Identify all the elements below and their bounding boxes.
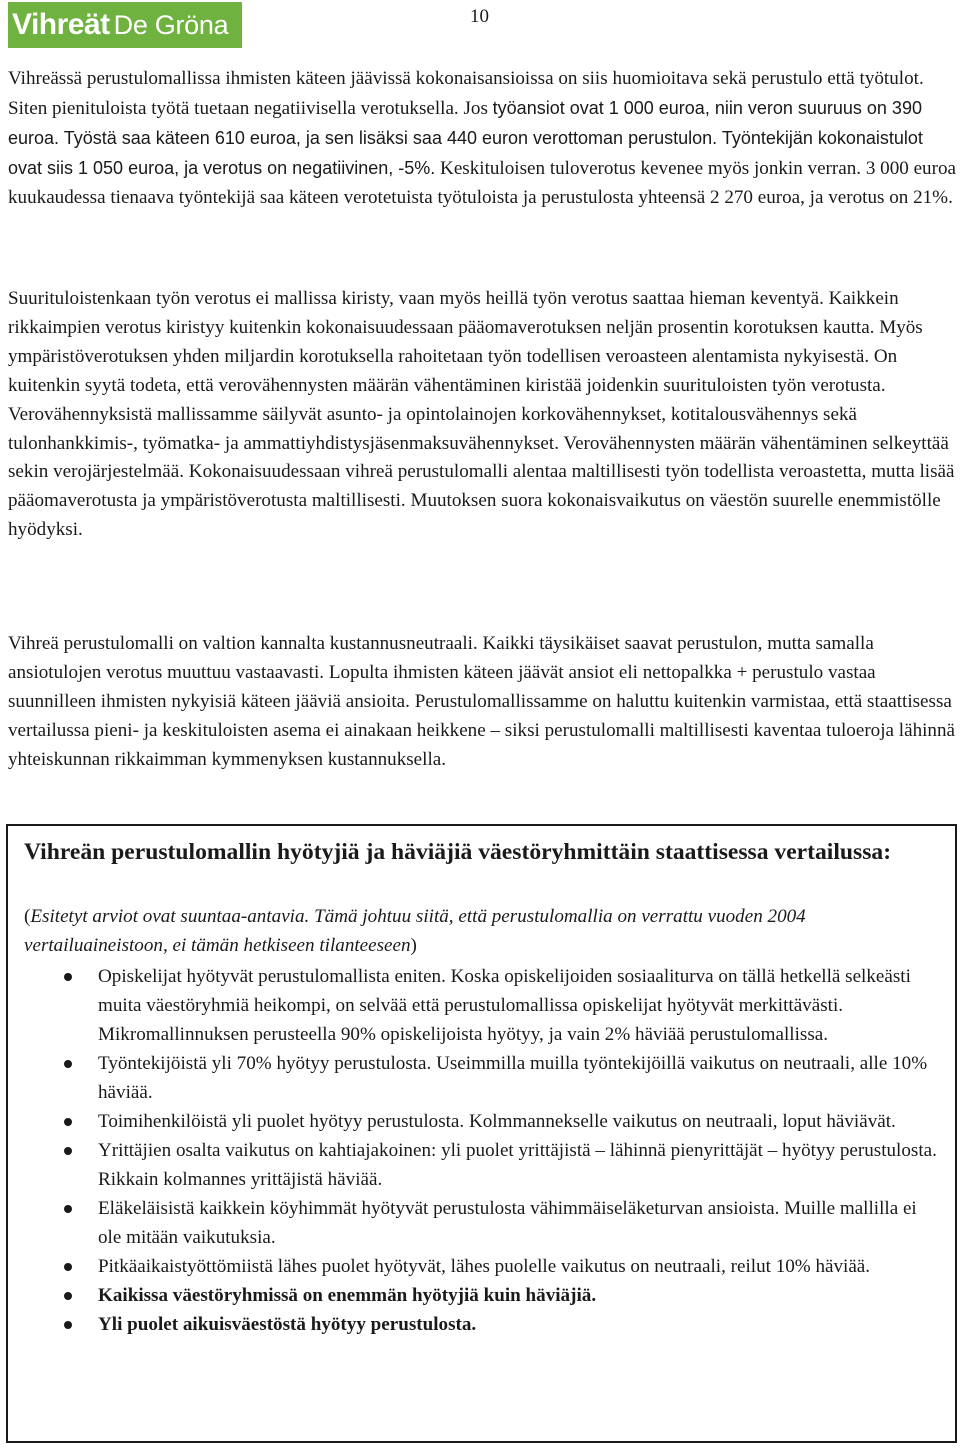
logo-text-secondary: De Gröna [113, 9, 229, 40]
list-item [8, 962, 948, 1049]
list-item-text: Toimihenkilöistä yli puolet hyötyy perustulosta. Kolmmannekselle vaikutus on neutraali, loput häviävät. [98, 1111, 896, 1132]
bullet-icon [64, 1060, 72, 1068]
list-item [8, 1049, 948, 1107]
bullet-icon [64, 1263, 72, 1271]
list-item-text: Yli puolet aikuisväestöstä hyötyy perustulosta. [98, 1314, 477, 1335]
bullet-icon [64, 1205, 72, 1213]
paragraph-1e: Keskituloisen tuloverotus kevenee myös jonkin verran. 3 000 euroa kuukaudessa tienaava työntekijä saa käteen verotetuista työtuloista ja perustulosta yhteensä 2 270 euroa, ja verotus on 21%. [8, 157, 956, 208]
box-note-open: ( [24, 906, 31, 927]
paragraph-1d: Työntekijän kokonaistulot ovat siis 1 050 euroa, ja verotus on negatiivinen, -5%. [8, 127, 923, 178]
paragraph-1a: Vihreässä perustulomallissa ihmisten käteen jäävissä kokonaisansioissa on siis huomioitava sekä perustulo että työtulot. Siten pienituloista työtä tuetaan negatiivisella verotuksella. Jos [8, 68, 924, 119]
list-item [8, 1194, 948, 1252]
vihreat-logo [8, 2, 242, 48]
bullet-icon [64, 1292, 72, 1300]
box-title: Vihreän perustulomallin hyötyjiä ja häviäjiä väestöryhmittäin staattisessa vertailussa: [24, 839, 892, 865]
page-number: 10 [470, 6, 489, 27]
list-item [8, 1252, 948, 1281]
paragraph-1b: työansiot ovat 1 000 euroa, niin veron suuruus on 390 euroa. [8, 97, 922, 148]
list-item-text: Opiskelijat hyötyvät perustulomallista eniten. Koska opiskelijoiden sosiaaliturva on tällä hetkellä selkeästi muita väestöryhmiä heikompi, on selvää että perustulomallissa opiskelijat hyötyvät merkittävästi. Mikromallinnuksen perusteella 90% opiskelijoista hyötyy, ja vain 2% häviää perustulomallissa. [98, 966, 911, 1045]
list-item [8, 1136, 948, 1194]
box-note-close: ) [410, 934, 417, 956]
list-item [8, 1107, 948, 1136]
bullet-icon [64, 1321, 72, 1329]
list-item-text: Eläkeläisistä kaikkein köyhimmät hyötyvät perustulosta vähimmäiseläketurvan ansioista. Muille mallilla ei ole mitään vaikutuksia. [98, 1198, 917, 1248]
list-item-text: Kaikissa väestöryhmissä on enemmän hyötyjiä kuin häviäjiä. [98, 1285, 597, 1306]
list-item-text: Pitkäaikaistyöttömiistä lähes puolet hyötyvät, lähes puolelle vaikutus on neutraali, reilut 10% häviää. [98, 1256, 871, 1277]
logo-text-primary: Vihreät [12, 8, 110, 41]
box-note-italic: Esitetyt arviot ovat suuntaa-antavia. Tämä johtuu siitä, että perustulomallia on verrattu vuoden 2004 vertailuaineistoon, ei tämän hetkiseen tilanteeseen [24, 906, 806, 956]
bullet-icon [64, 1147, 72, 1155]
list-item-text: Yrittäjien osalta vaikutus on kahtiajakoinen: yli puolet yrittäjistä – lähinnä pienyrittäjät – hyötyy perustulosta. Rikkain kolmannes yrittäjistä häviää. [98, 1140, 937, 1190]
paragraph-tax-example [8, 65, 956, 213]
bullet-icon [64, 973, 72, 981]
paragraph-cost-neutral: Vihreä perustulomalli on valtion kannalta kustannusneutraali. Kaikki täysikäiset saavat perustulon, mutta samalla ansiotulojen verotus muuttuu vastaavasti. Lopulta ihmisten käteen jäävät ansiot eli nettopalkka + perustulo vastaa suunnilleen ihmisten nykyisiä käteen jääviä ansioita. Perustulomallissamme on haluttu kuitenkin varmistaa, että staattisessa vertailussa pieni- ja keskituloisten asema ei ainakaan heikkene – siksi perustulomalli maltillisesti kaventaa tuloeroja lähinnä yhteiskunnan rikkaimman kymmenyksen kustannuksella. [8, 633, 955, 770]
paragraph-1c: Työstä saa käteen 610 euroa, ja sen lisäksi saa 440 euron verottoman perustulon. [59, 127, 718, 148]
paragraph-high-income: Suurituloistenkaan työn verotus ei mallissa kiristy, vaan myös heillä työn verotus saattaa hieman keventyä. Kaikkein rikkaimpien verotus kiristyy kuitenkin kokonaisuudessaan pääomaverotuksen neljän prosentin korotuksen kautta. Myös ympäristöverotuksen yhden miljardin korotuksella rahoitetaan työn todellisen veroasteen alentamista nykyisestä. On kuitenkin syytä todeta, että verovähennysten määrän vähentäminen kiristää joidenkin suurituloisten työn verotusta. Verovähennyksistä mallissamme säilyvät asunto- ja opintolainojen korkovähennykset, kotitalousvähennys sekä tulonhankkimis-, työmatka- ja ammattiyhdistysjäsenmaksuvähennykset. Verovähennysten määrän vähentäminen selkeyttää sekin verojärjestelmää. Kokonaisuudessaan vihreä perustulomalli alentaa maltillisesti työn todellista veroastetta, mutta lisää pääomaverotusta ja ympäristöverotusta maltillisesti. Muutoksen suora kokonaisvaikutus on väestön suurelle enemmistölle hyödyksi. [8, 288, 955, 541]
winners-losers-box [6, 824, 957, 1443]
list-item-bold [8, 1310, 948, 1339]
box-note [24, 903, 944, 961]
bullet-list [8, 962, 948, 1339]
list-item-bold [8, 1281, 948, 1310]
list-item-text: Työntekijöistä yli 70% hyötyy perustulosta. Useimmilla muilla työntekijöillä vaikutus on neutraali, alle 10% häviää. [98, 1053, 928, 1103]
bullet-icon [64, 1118, 72, 1126]
